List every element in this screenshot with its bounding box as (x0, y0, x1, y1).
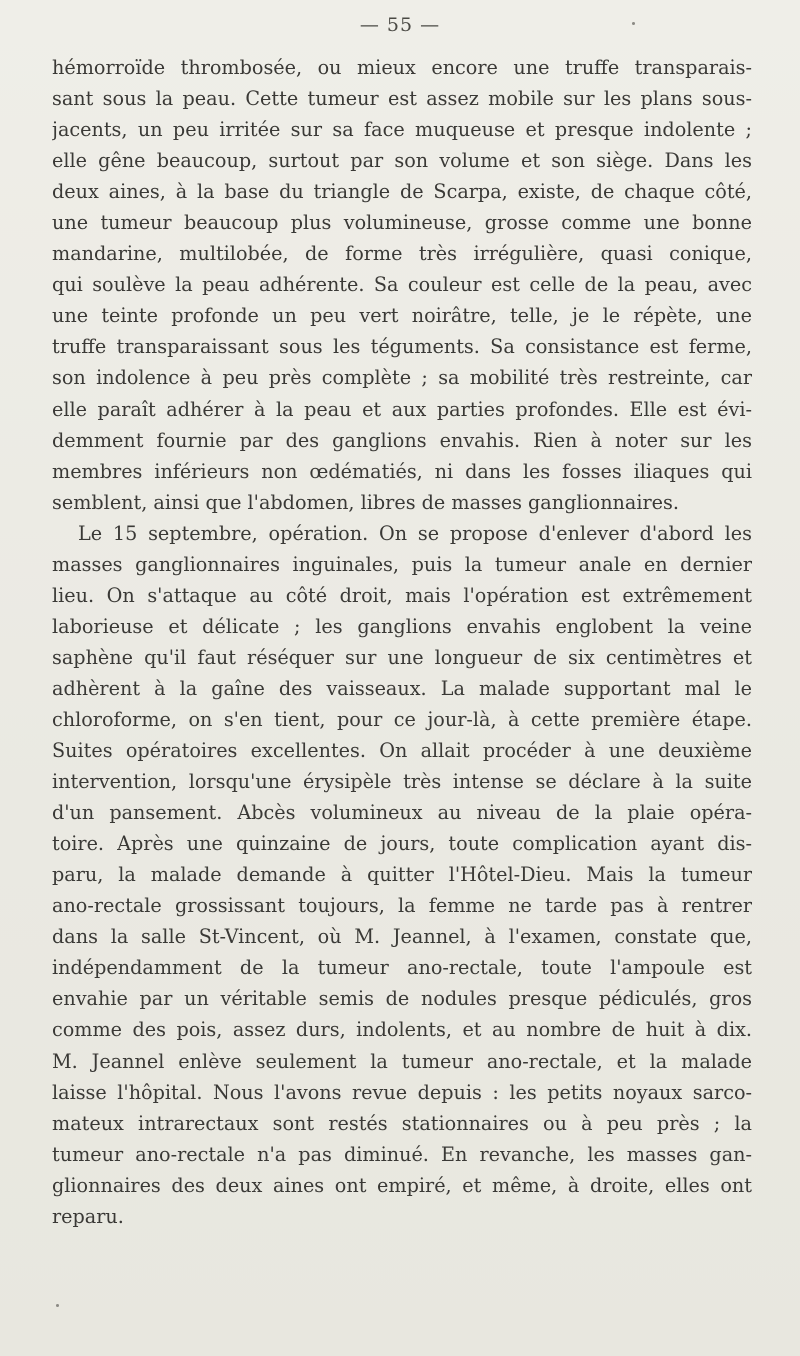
text-line: chloroforme, on s'en tient, pour ce jour-là, à cette première étape. (52, 707, 752, 731)
text-line: paru, la malade demande à quitter l'Hôtel-Dieu. Mais la tumeur (52, 863, 752, 887)
text-line: hémorroïde thrombosée, ou mieux encore une truffe transparais- (52, 56, 752, 79)
text-line: M. Jeannel enlève seulement la tumeur ano-rectale, et la malade (52, 1049, 752, 1073)
text-line: une teinte profonde un peu vert noirâtre, telle, je le répète, une (52, 304, 752, 328)
text-line: envahie par un véritable semis de nodules presque pédiculés, gros (52, 987, 752, 1011)
text-line: une tumeur beaucoup plus volumineuse, grosse comme une bonne (52, 211, 752, 235)
text-line: deux aines, à la base du triangle de Scarpa, existe, de chaque côté, (52, 180, 752, 204)
page-number: — 55 — (359, 14, 441, 36)
text-line: demment fournie par des ganglions envahis. Rien à noter sur les (52, 428, 752, 452)
text-line: intervention, lorsqu'une érysipèle très intense se déclare à la suite (52, 770, 752, 794)
text-line: glionnaires des deux aines ont empiré, et même, à droite, elles ont (52, 1173, 752, 1197)
text-line: reparu. (52, 1204, 124, 1228)
body-text (52, 52, 752, 1232)
text-line: ano-rectale grossissant toujours, la femme ne tarde pas à rentrer (52, 894, 752, 918)
text-line: qui soulève la peau adhérente. Sa couleur est celle de la peau, avec (52, 273, 752, 297)
text-line: indépendamment de la tumeur ano-rectale, toute l'ampoule est (52, 956, 752, 980)
text-line: semblent, ainsi que l'abdomen, libres de masses ganglionnaires. (52, 490, 679, 514)
text-line: saphène qu'il faut réséquer sur une longueur de six centimètres et (52, 645, 752, 669)
text-line: toire. Après une quinzaine de jours, toute complication ayant dis- (52, 832, 752, 856)
text-line: comme des pois, assez durs, indolents, et au nombre de huit à dix. (52, 1018, 752, 1042)
text-line: son indolence à peu près complète ; sa mobilité très restreinte, car (52, 366, 752, 390)
text-line: elle gêne beaucoup, surtout par son volume et son siège. Dans les (52, 149, 752, 173)
text-line: dans la salle St-Vincent, où M. Jeannel, à l'examen, constate que, (52, 925, 752, 949)
text-line: Suites opératoires excellentes. On allait procéder à une deuxième (52, 739, 752, 763)
text-line: adhèrent à la gaîne des vaisseaux. La malade supportant mal le (52, 676, 752, 700)
text-line: masses ganglionnaires inguinales, puis la tumeur anale en dernier (52, 552, 752, 576)
text-line: truffe transparaissant sous les téguments. Sa consistance est ferme, (52, 335, 752, 359)
print-speck (56, 1304, 59, 1307)
text-line: jacents, un peu irritée sur sa face muqueuse et presque indolente ; (52, 118, 752, 142)
text-line: lieu. On s'attaque au côté droit, mais l'opération est extrêmement (52, 583, 752, 607)
text-line: Le 15 septembre, opération. On se propose d'enlever d'abord les (78, 521, 752, 545)
text-line: d'un pansement. Abcès volumineux au niveau de la plaie opéra- (52, 801, 752, 825)
text-line: mandarine, multilobée, de forme très irrégulière, quasi conique, (52, 242, 752, 266)
text-line: laborieuse et délicate ; les ganglions envahis englobent la veine (52, 614, 752, 638)
text-line: tumeur ano-rectale n'a pas diminué. En revanche, les masses gan- (52, 1142, 752, 1166)
text-line: laisse l'hôpital. Nous l'avons revue depuis : les petits noyaux sarco- (52, 1080, 752, 1104)
text-line: elle paraît adhérer à la peau et aux parties profondes. Elle est évi- (52, 397, 752, 421)
print-speck (632, 22, 635, 25)
text-line: mateux intrarectaux sont restés stationnaires ou à peu près ; la (52, 1111, 752, 1135)
text-line: sant sous la peau. Cette tumeur est assez mobile sur les plans sous- (52, 87, 752, 111)
text-line: membres inférieurs non œdématiés, ni dans les fosses iliaques qui (52, 459, 752, 483)
